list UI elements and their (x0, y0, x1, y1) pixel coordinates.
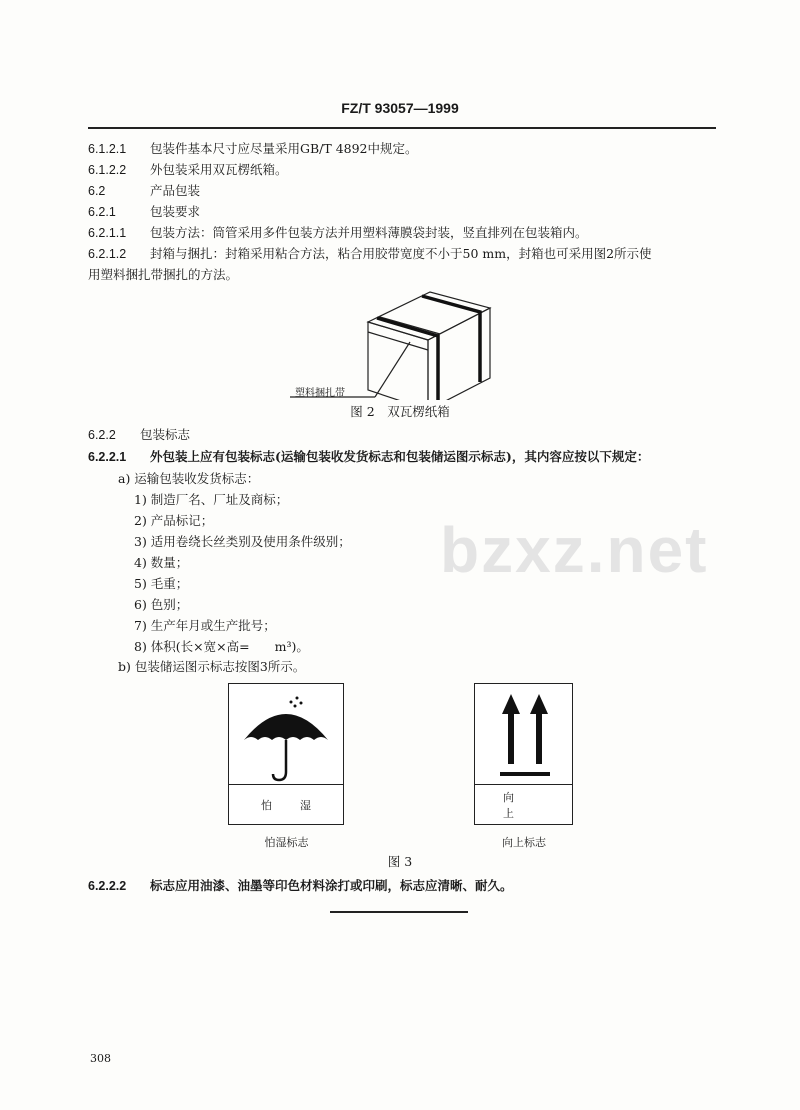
list-item: 5) 毛重； (134, 576, 189, 591)
clause-text: 外包装采用双瓦楞纸箱。 (150, 162, 288, 177)
paragraph (88, 265, 238, 283)
watermark: bzxz.net (440, 514, 709, 586)
clause-number: 6.2 (88, 184, 106, 198)
up-arrows-icon (475, 684, 572, 784)
paragraph (88, 223, 588, 241)
umbrella-icon (229, 684, 343, 784)
clause-number: 6.2.1.2 (88, 247, 127, 261)
this-way-up-caption: 向上标志 (502, 836, 546, 849)
clause-number: 6.1.2.1 (88, 142, 127, 156)
clause-text: 封箱与捆扎：封箱采用粘合方法，粘合用胶带宽度不小于50 mm，封箱也可采用图2所示使 (150, 246, 652, 261)
clause-number: 6.2.1 (88, 205, 116, 219)
header-rule (88, 127, 716, 129)
paragraph (88, 244, 652, 262)
clause-text: 用塑料捆扎带捆扎的方法。 (88, 267, 239, 282)
list-item: 6) 色别； (134, 597, 189, 612)
list-item: 2) 产品标记； (134, 513, 214, 528)
list-item: 8) 体积(长×宽×高= m³)。 (134, 639, 309, 654)
clause-number: 6.2.1.1 (88, 226, 127, 240)
end-rule (330, 911, 468, 913)
paragraph (88, 202, 200, 220)
list-item: 3) 适用卷绕长丝类别及使用条件级别； (134, 534, 351, 549)
list-b: b) 包装储运图示标志按图3所示。 (118, 659, 306, 674)
section-6-2-2-2: 6.2.2.2 标志应用油漆、油墨等印色材料涂打或印刷，标志应清晰、耐久。 (88, 878, 513, 893)
strap-callout: 塑料捆扎带 (295, 388, 345, 399)
figure2-caption: 图 2 双瓦楞纸箱 (350, 404, 450, 419)
clause-text: 包装要求 (150, 204, 201, 219)
clause-text: 包装件基本尺寸应尽量采用GB/T 4892中规定。 (150, 141, 418, 156)
list-item: 1) 制造厂名、厂址及商标； (134, 492, 289, 507)
list-item: 4) 数量； (134, 555, 189, 570)
page-number: 308 (90, 1052, 111, 1065)
list-a: a) 运输包装收发货标志： (118, 471, 260, 486)
list-item: 7) 生产年月或生产批号； (134, 618, 276, 633)
page-header: FZ/T 93057—1999 (341, 100, 459, 116)
clause-text: 产品包装 (150, 183, 201, 198)
clause-number: 6.1.2.2 (88, 163, 127, 177)
clause-text: 包装方法：筒管采用多件包装方法并用塑料薄膜袋封装，竖直排列在包装箱内。 (150, 225, 588, 240)
this-way-up-label: 向上 (475, 784, 572, 824)
paragraph (88, 181, 200, 199)
keep-dry-caption: 怕湿标志 (264, 836, 309, 849)
paragraph (88, 160, 288, 178)
paragraph (88, 139, 418, 157)
keep-dry-label: 怕湿 (229, 784, 343, 824)
section-6-2-2-1: 6.2.2.1 外包装上应有包装标志(运输包装收发货标志和包装储运图示标志)，其内容应按以下规定： (88, 449, 650, 464)
section-6-2-2: 6.2.2 包装标志 (88, 427, 191, 442)
this-way-up-sign (474, 683, 573, 825)
figure3-caption: 图 3 (387, 854, 413, 869)
keep-dry-sign (228, 683, 344, 825)
